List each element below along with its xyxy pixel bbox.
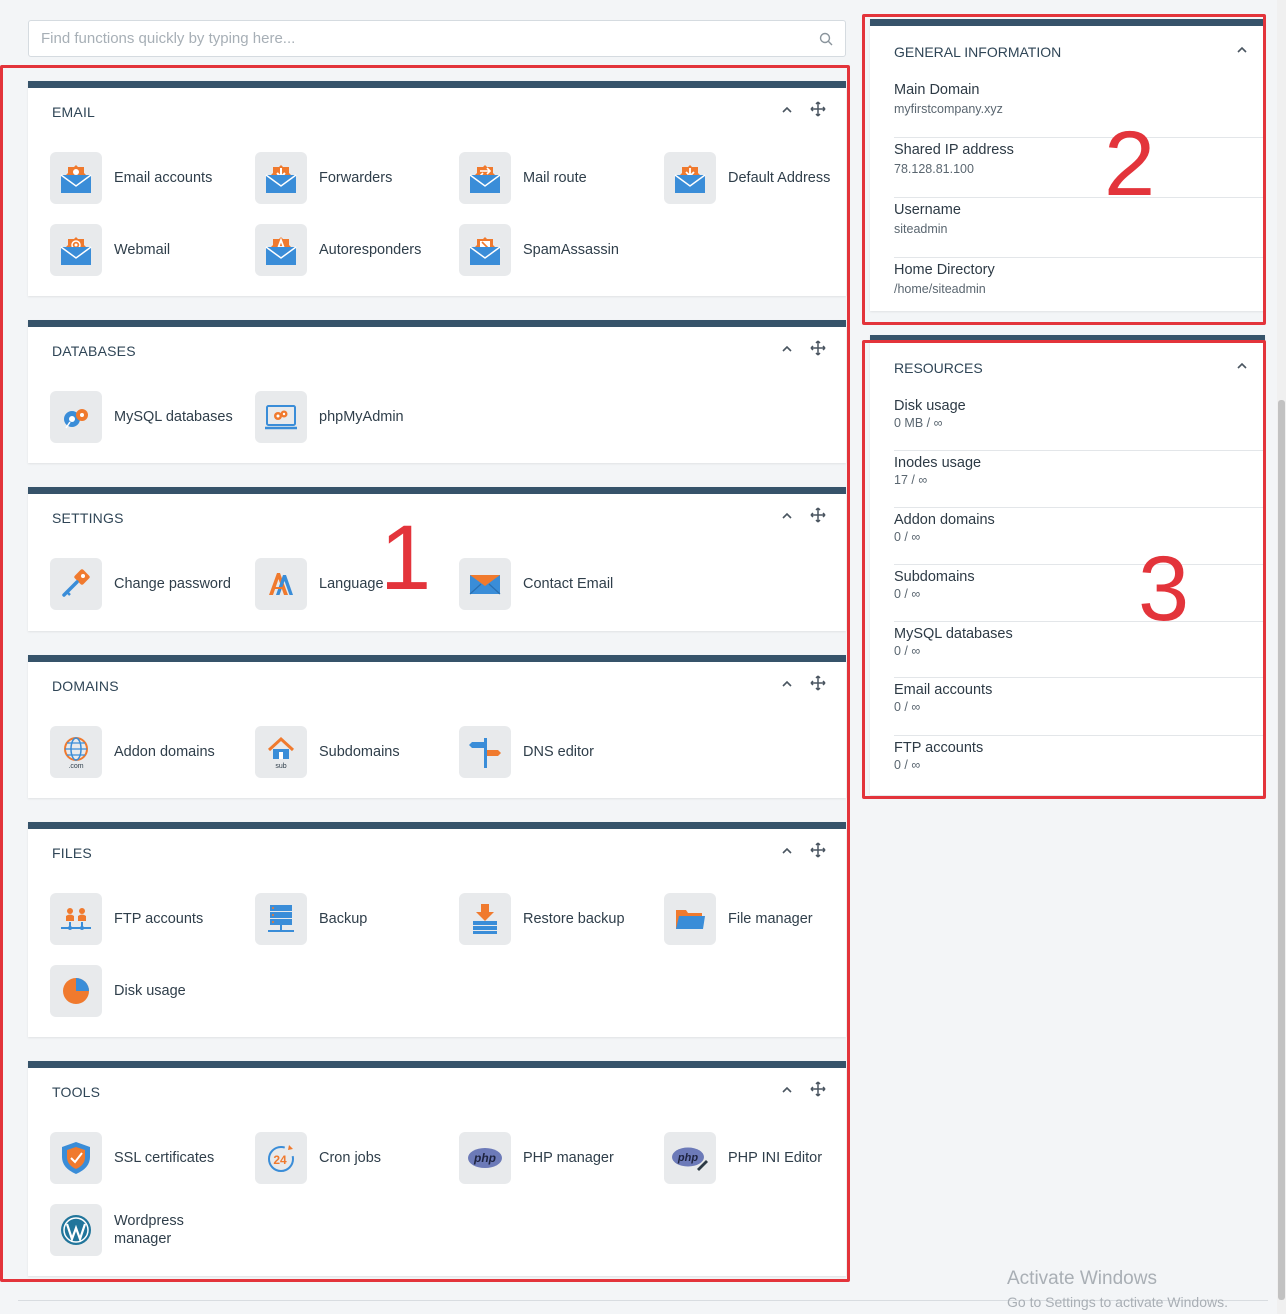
resource-value: 0 / ∞	[894, 700, 921, 714]
domains-panel	[28, 655, 846, 798]
tile-label: Restore backup	[523, 911, 625, 927]
collapse-chevron-icon[interactable]	[780, 844, 794, 858]
tile-label: MySQL databases	[114, 409, 233, 425]
tile-file-manager[interactable]	[664, 893, 864, 945]
tile-spamassassin[interactable]	[459, 224, 659, 276]
resource-label: MySQL databases	[894, 626, 1013, 642]
tile-label: SpamAssassin	[523, 242, 619, 258]
tile-cron-jobs[interactable]	[255, 1132, 455, 1184]
resource-row-disk-usage	[894, 398, 1264, 451]
panel-title: SETTINGS	[52, 510, 124, 526]
folder-icon	[664, 893, 716, 945]
tile-contact-email[interactable]	[459, 558, 659, 610]
resource-row-ftp-accounts	[894, 740, 1264, 790]
tile-change-password[interactable]	[50, 558, 250, 610]
restore-icon	[459, 893, 511, 945]
collapse-chevron-icon[interactable]	[1235, 359, 1249, 373]
tile-label: PHP INI Editor	[728, 1150, 823, 1166]
phpmyadmin-icon	[255, 391, 307, 443]
tile-disk-usage[interactable]	[50, 965, 250, 1017]
search-icon[interactable]	[819, 32, 833, 46]
tile-default-address[interactable]	[664, 152, 864, 204]
scrollbar-thumb[interactable]	[1278, 400, 1285, 1300]
svg-text:sub: sub	[275, 763, 287, 770]
panel-title: DATABASES	[52, 343, 136, 359]
search-box[interactable]	[28, 20, 846, 57]
house-sub-icon	[255, 726, 307, 778]
tools-panel	[28, 1061, 846, 1276]
tile-wordpress-manager[interactable]	[50, 1204, 250, 1256]
collapse-chevron-icon[interactable]	[780, 677, 794, 691]
move-icon[interactable]	[810, 101, 826, 117]
clock-24-icon	[255, 1132, 307, 1184]
tile-addon-domains[interactable]	[50, 726, 250, 778]
resource-value: 17 / ∞	[894, 473, 928, 487]
tile-label: Addon domains	[114, 744, 215, 760]
tile-label: Disk usage	[114, 983, 186, 999]
tile-label: DNS editor	[523, 744, 594, 760]
resource-row-email-accounts	[894, 682, 1264, 736]
resource-value: 0 MB / ∞	[894, 416, 943, 430]
signpost-icon	[459, 726, 511, 778]
resource-row-addon-domains	[894, 512, 1264, 565]
panel-title: RESOURCES	[894, 360, 983, 376]
move-icon[interactable]	[810, 842, 826, 858]
ftp-users-icon	[50, 893, 102, 945]
tile-ftp-accounts[interactable]	[50, 893, 250, 945]
info-row-shared-ip	[894, 142, 1264, 198]
tile-label: Language	[319, 576, 384, 592]
php-icon	[459, 1132, 511, 1184]
tile-label: Wordpress manager	[114, 1213, 184, 1247]
server-icon	[255, 893, 307, 945]
tile-autoresponders[interactable]	[255, 224, 455, 276]
move-icon[interactable]	[810, 340, 826, 356]
scrollbar[interactable]	[1277, 0, 1286, 1314]
resource-row-subdomains	[894, 569, 1264, 622]
tile-mail-route[interactable]	[459, 152, 659, 204]
collapse-chevron-icon[interactable]	[1235, 43, 1249, 57]
general-information-panel	[870, 19, 1265, 311]
info-value: 78.128.81.100	[894, 162, 974, 176]
svg-text:24: 24	[273, 1153, 287, 1167]
resource-label: Inodes usage	[894, 455, 982, 471]
info-value: /home/siteadmin	[894, 282, 986, 296]
info-label: Home Directory	[894, 262, 995, 278]
tile-label: phpMyAdmin	[319, 409, 404, 425]
resource-label: FTP accounts	[894, 740, 984, 756]
tile-webmail[interactable]	[50, 224, 250, 276]
svg-text:php: php	[677, 1152, 699, 1164]
tile-php-manager[interactable]	[459, 1132, 659, 1184]
panel-title: DOMAINS	[52, 678, 119, 694]
annotation-number-3: 3	[1138, 538, 1190, 640]
tile-label: Subdomains	[319, 744, 400, 760]
tile-label: PHP manager	[523, 1150, 614, 1166]
collapse-chevron-icon[interactable]	[780, 342, 794, 356]
resource-value: 0 / ∞	[894, 530, 921, 544]
svg-text:php: php	[474, 1151, 496, 1165]
panel-title: FILES	[52, 845, 92, 861]
databases-panel	[28, 320, 846, 463]
svg-text:.com: .com	[68, 763, 84, 770]
watermark-title: Activate Windows	[1007, 1268, 1157, 1289]
tile-label: FTP accounts	[114, 911, 204, 927]
resource-row-inodes-usage	[894, 455, 1264, 508]
forwarders-icon	[255, 152, 307, 204]
settings-panel	[28, 487, 846, 631]
tile-backup[interactable]	[255, 893, 455, 945]
move-icon[interactable]	[810, 1081, 826, 1097]
spamassassin-icon	[459, 224, 511, 276]
tile-label: Backup	[319, 911, 368, 927]
tile-label: Contact Email	[523, 576, 614, 592]
info-value: myfirstcompany.xyz	[894, 102, 1003, 116]
tile-ssl-certificates[interactable]	[50, 1132, 250, 1184]
resource-value: 0 / ∞	[894, 758, 921, 772]
tile-label: Forwarders	[319, 170, 393, 186]
resource-row-mysql-databases	[894, 626, 1264, 678]
tile-restore-backup[interactable]	[459, 893, 659, 945]
collapse-chevron-icon[interactable]	[780, 103, 794, 117]
info-label: Username	[894, 202, 961, 218]
tile-subdomains[interactable]	[255, 726, 455, 778]
envelope-icon	[459, 558, 511, 610]
mail-route-icon	[459, 152, 511, 204]
tile-phpmyadmin[interactable]	[255, 391, 455, 443]
tile-label: Autoresponders	[319, 242, 422, 258]
watermark-subtitle: Go to Settings to activate Windows.	[1007, 1294, 1228, 1310]
info-row-home-directory	[894, 262, 1264, 314]
wordpress-icon	[50, 1204, 102, 1256]
pie-chart-icon	[50, 965, 102, 1017]
tile-label: SSL certificates	[114, 1150, 215, 1166]
resource-value: 0 / ∞	[894, 587, 921, 601]
tile-label: Webmail	[114, 242, 171, 258]
info-value: siteadmin	[894, 222, 948, 236]
resource-value: 0 / ∞	[894, 644, 921, 658]
php-edit-icon	[664, 1132, 716, 1184]
panel-title: TOOLS	[52, 1084, 101, 1100]
email-accounts-icon	[50, 152, 102, 204]
files-panel	[28, 822, 846, 1037]
annotation-number-2: 2	[1104, 113, 1156, 215]
move-icon[interactable]	[810, 675, 826, 691]
key-icon	[50, 558, 102, 610]
tile-forwarders[interactable]	[255, 152, 455, 204]
tile-label: Email accounts	[114, 170, 213, 186]
tile-mysql-databases[interactable]	[50, 391, 250, 443]
resource-label: Disk usage	[894, 398, 966, 414]
info-label: Shared IP address	[894, 142, 1014, 158]
panel-title: EMAIL	[52, 104, 96, 120]
webmail-icon	[50, 224, 102, 276]
tile-label: Change password	[114, 576, 231, 592]
tile-php-ini-editor[interactable]	[664, 1132, 864, 1184]
resource-label: Email accounts	[894, 682, 993, 698]
collapse-chevron-icon[interactable]	[780, 1083, 794, 1097]
globe-com-icon	[50, 726, 102, 778]
default-address-icon	[664, 152, 716, 204]
resource-label: Subdomains	[894, 569, 975, 585]
language-icon	[255, 558, 307, 610]
collapse-chevron-icon[interactable]	[780, 509, 794, 523]
move-icon[interactable]	[810, 507, 826, 523]
search-input[interactable]	[29, 21, 789, 56]
resource-label: Addon domains	[894, 512, 995, 528]
tile-label: Default Address	[728, 170, 831, 186]
autoresponders-icon	[255, 224, 307, 276]
info-label: Main Domain	[894, 82, 980, 98]
shield-icon	[50, 1132, 102, 1184]
info-row-main-domain	[894, 82, 1264, 138]
resources-panel	[870, 335, 1265, 795]
mysql-icon	[50, 391, 102, 443]
email-panel	[28, 81, 846, 296]
tile-label: File manager	[728, 911, 813, 927]
tile-label: Mail route	[523, 170, 587, 186]
annotation-number-1: 1	[380, 507, 432, 609]
tile-email-accounts[interactable]	[50, 152, 250, 204]
tile-dns-editor[interactable]	[459, 726, 659, 778]
info-row-username	[894, 202, 1264, 258]
panel-title: GENERAL INFORMATION	[894, 44, 1062, 60]
tile-label: Cron jobs	[319, 1150, 382, 1166]
